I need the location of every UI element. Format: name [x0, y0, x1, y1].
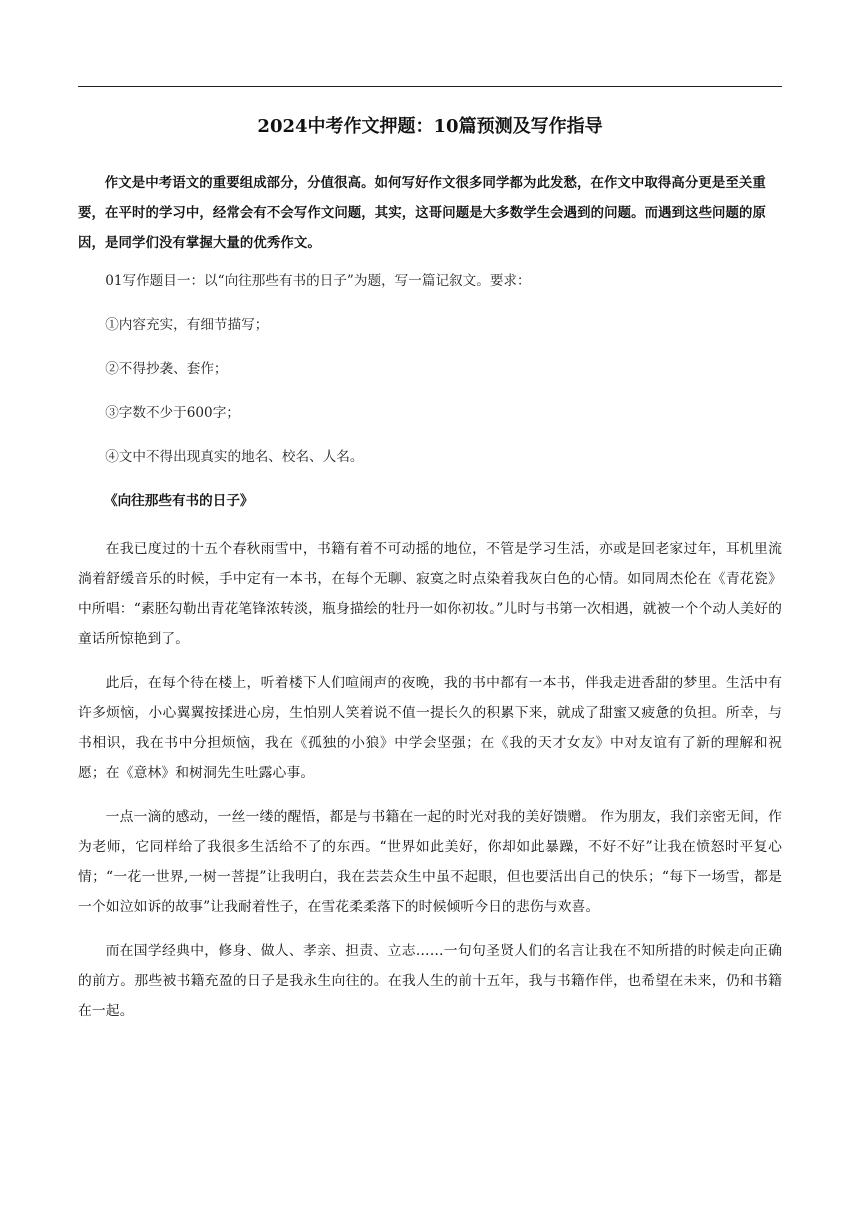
essay-paragraph: 而在国学经典中，修身、做人、孝亲、担责、立志……一句句圣贤人们的名言让我在不知所措的时候走向正确的前方。那些被书籍充盈的日子是我永生向往的。在我人生的前十五年，我与书籍作伴，也希望在未来，仍和书籍在一起。 [78, 943, 782, 1019]
requirement-item: ①内容充实，有细节描写； [105, 317, 269, 333]
essay-paragraph: 一点一滴的感动，一丝一缕的醒悟，都是与书籍在一起的时光对我的美好馈赠。 作为朋友，我们亲密无间，作为老师，它同样给了我很多生活给不了的东西。“世界如此美好，你却如此暴躁，不好不好”让我在愤怒时平复心情；“一花一世界,一树一菩提”让我明白，我在芸芸众生中虽不起眼，但也要活出自己的快乐；“每下一场雪，都是一个如泣如诉的故事”让我耐着性子，在雪花柔柔落下的时候倾听今日的悲伤与欢喜。 [78, 809, 782, 915]
document-body [78, 112, 782, 1040]
requirement-item: ④文中不得出现真实的地名、校名、人名。 [105, 449, 364, 465]
requirement-item: ③字数不少于600字； [105, 405, 240, 421]
intro-paragraph: 作文是中考语文的重要组成部分，分值很高。如何写好作文很多同学都为此发愁，在作文中取得高分更是至关重要，在平时的学习中，经常会有不会写作文问题，其实，这哥问题是大多数学生会遇到的问题。而遇到这些问题的原因，是同学们没有掌握大量的优秀作文。 [78, 175, 767, 251]
writing-prompt: 01写作题目一：以“向往那些有书的日子”为题，写一篇记叙文。要求： [105, 273, 531, 289]
requirement-item: ②不得抄袭、套作； [105, 361, 228, 377]
header-rule [78, 86, 782, 87]
essay-title: 《向往那些有书的日子》 [104, 493, 254, 509]
document-title: 2024中考作文押题：10篇预测及写作指导 [257, 116, 603, 137]
essay-paragraph: 此后，在每个待在楼上，听着楼下人们喧闹声的夜晚，我的书中都有一本书，伴我走进香甜的梦里。生活中有许多烦恼，小心翼翼按揉进心房，生怕别人笑着说不值一提长久的积累下来，就成了甜蜜又疲惫的负担。所幸，与书相识，我在书中分担烦恼，我在《孤独的小狼》中学会坚强；在《我的天才女友》中对友谊有了新的理解和祝愿；在《意林》和树洞先生吐露心事。 [78, 675, 782, 781]
essay-paragraph: 在我已度过的十五个春秋雨雪中，书籍有着不可动摇的地位，不管是学习生活，亦或是回老家过年，耳机里流淌着舒缓音乐的时候，手中定有一本书，在每个无聊、寂寞之时点染着我灰白色的心情。如同周杰伦在《青花瓷》中所唱：“素胚勾勒出青花笔锋浓转淡，瓶身描绘的牡丹一如你初妆。”儿时与书第一次相遇，就被一个个动人美好的童话所惊艳到了。 [78, 541, 782, 647]
